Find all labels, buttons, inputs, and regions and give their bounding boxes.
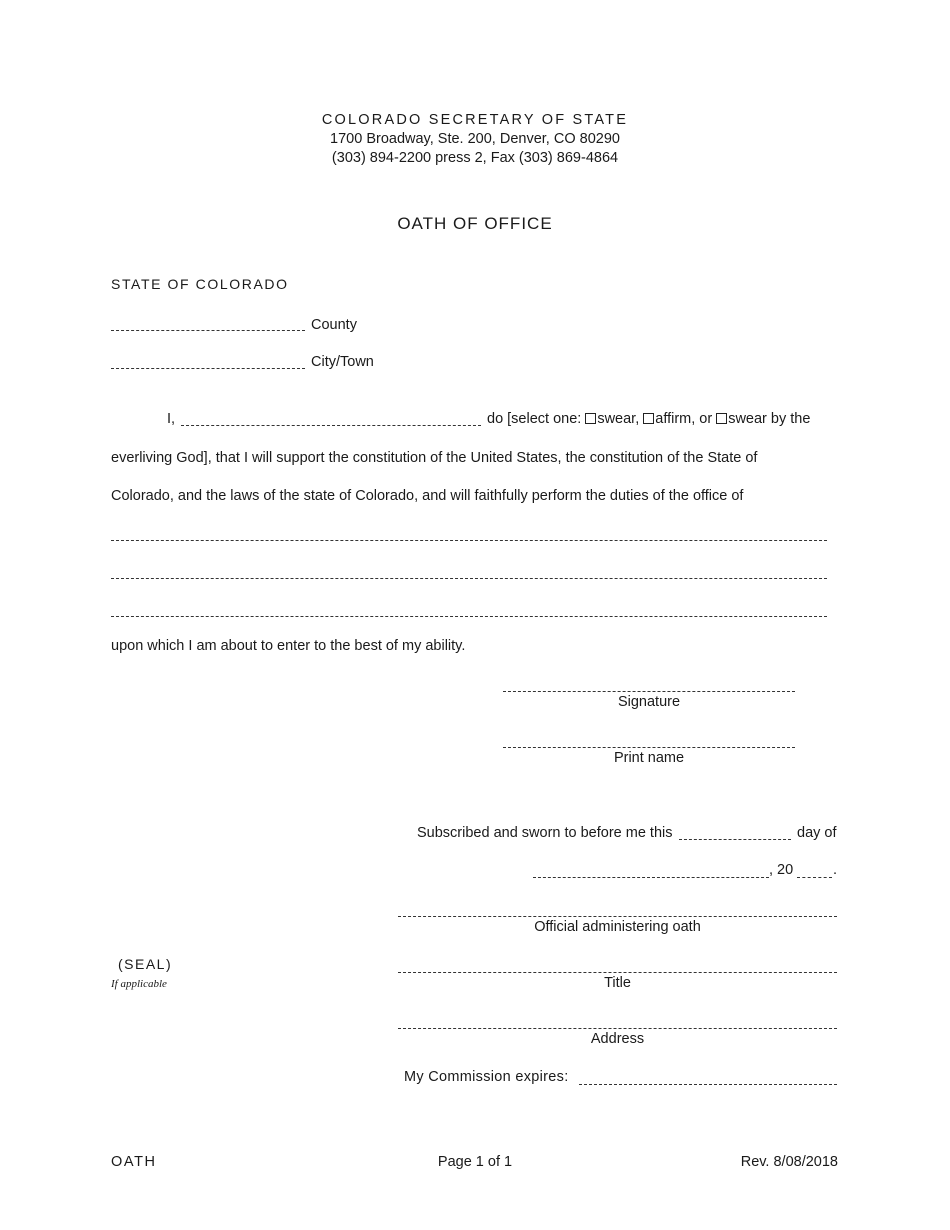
official-field[interactable] bbox=[398, 916, 837, 917]
title-field[interactable] bbox=[398, 972, 837, 973]
signature-field[interactable] bbox=[503, 691, 795, 692]
oath-text-line-2: everliving God], that I will support the constitution of the United States, the constitution of the State of bbox=[111, 450, 758, 466]
year-prefix: , 20 bbox=[769, 862, 794, 878]
agency-name: COLORADO SECRETARY OF STATE bbox=[321, 112, 629, 128]
office-field-line-3[interactable] bbox=[111, 616, 827, 617]
swear-checkbox[interactable] bbox=[585, 413, 596, 424]
affirm-label: affirm, or bbox=[655, 411, 713, 427]
subscribed-text: Subscribed and sworn to before me this bbox=[417, 825, 673, 841]
print-name-label: Print name bbox=[613, 750, 685, 766]
oath-name-field[interactable] bbox=[181, 425, 481, 426]
official-label: Official administering oath bbox=[534, 919, 701, 935]
signature-label: Signature bbox=[617, 694, 681, 710]
day-field[interactable] bbox=[679, 839, 791, 840]
affirm-checkbox[interactable] bbox=[643, 413, 654, 424]
state-label: STATE OF COLORADO bbox=[111, 276, 289, 292]
city-label: City/Town bbox=[311, 354, 374, 370]
oath-intro: I, bbox=[167, 411, 176, 427]
oath-options bbox=[487, 411, 810, 427]
month-field[interactable] bbox=[533, 877, 769, 878]
city-field[interactable] bbox=[111, 368, 305, 369]
agency-phone: (303) 894-2200 press 2, Fax (303) 869-4864 bbox=[331, 150, 619, 166]
footer-page: Page 1 of 1 bbox=[437, 1154, 513, 1170]
form-title: OATH OF OFFICE bbox=[397, 214, 553, 233]
do-select-text: do [select one: bbox=[487, 411, 582, 427]
seal-note: If applicable bbox=[111, 978, 167, 990]
swear-by-god-checkbox[interactable] bbox=[716, 413, 727, 424]
footer-revision: Rev. 8/08/2018 bbox=[740, 1154, 838, 1170]
oath-text-line-3: Colorado, and the laws of the state of Colorado, and will faithfully perform the duties of the office of bbox=[111, 488, 744, 504]
county-label: County bbox=[311, 317, 357, 333]
seal-label: (SEAL) bbox=[118, 956, 173, 972]
swear-label: swear, bbox=[597, 411, 640, 427]
office-field-line-1[interactable] bbox=[111, 540, 827, 541]
address-label: Address bbox=[590, 1031, 645, 1047]
swear-by-god-label: swear by the bbox=[728, 411, 811, 427]
oath-closing: upon which I am about to enter to the best of my ability. bbox=[111, 638, 466, 654]
day-of-text: day of bbox=[797, 825, 837, 841]
print-name-field[interactable] bbox=[503, 747, 795, 748]
title-label: Title bbox=[604, 975, 631, 991]
year-field[interactable] bbox=[797, 877, 832, 878]
address-field[interactable] bbox=[398, 1028, 837, 1029]
footer-form-code: OATH bbox=[111, 1154, 157, 1170]
year-suffix: . bbox=[833, 862, 838, 878]
commission-label: My Commission expires: bbox=[404, 1069, 569, 1085]
office-field-line-2[interactable] bbox=[111, 578, 827, 579]
county-field[interactable] bbox=[111, 330, 305, 331]
agency-address: 1700 Broadway, Ste. 200, Denver, CO 80290 bbox=[330, 131, 620, 147]
commission-field[interactable] bbox=[579, 1084, 837, 1085]
